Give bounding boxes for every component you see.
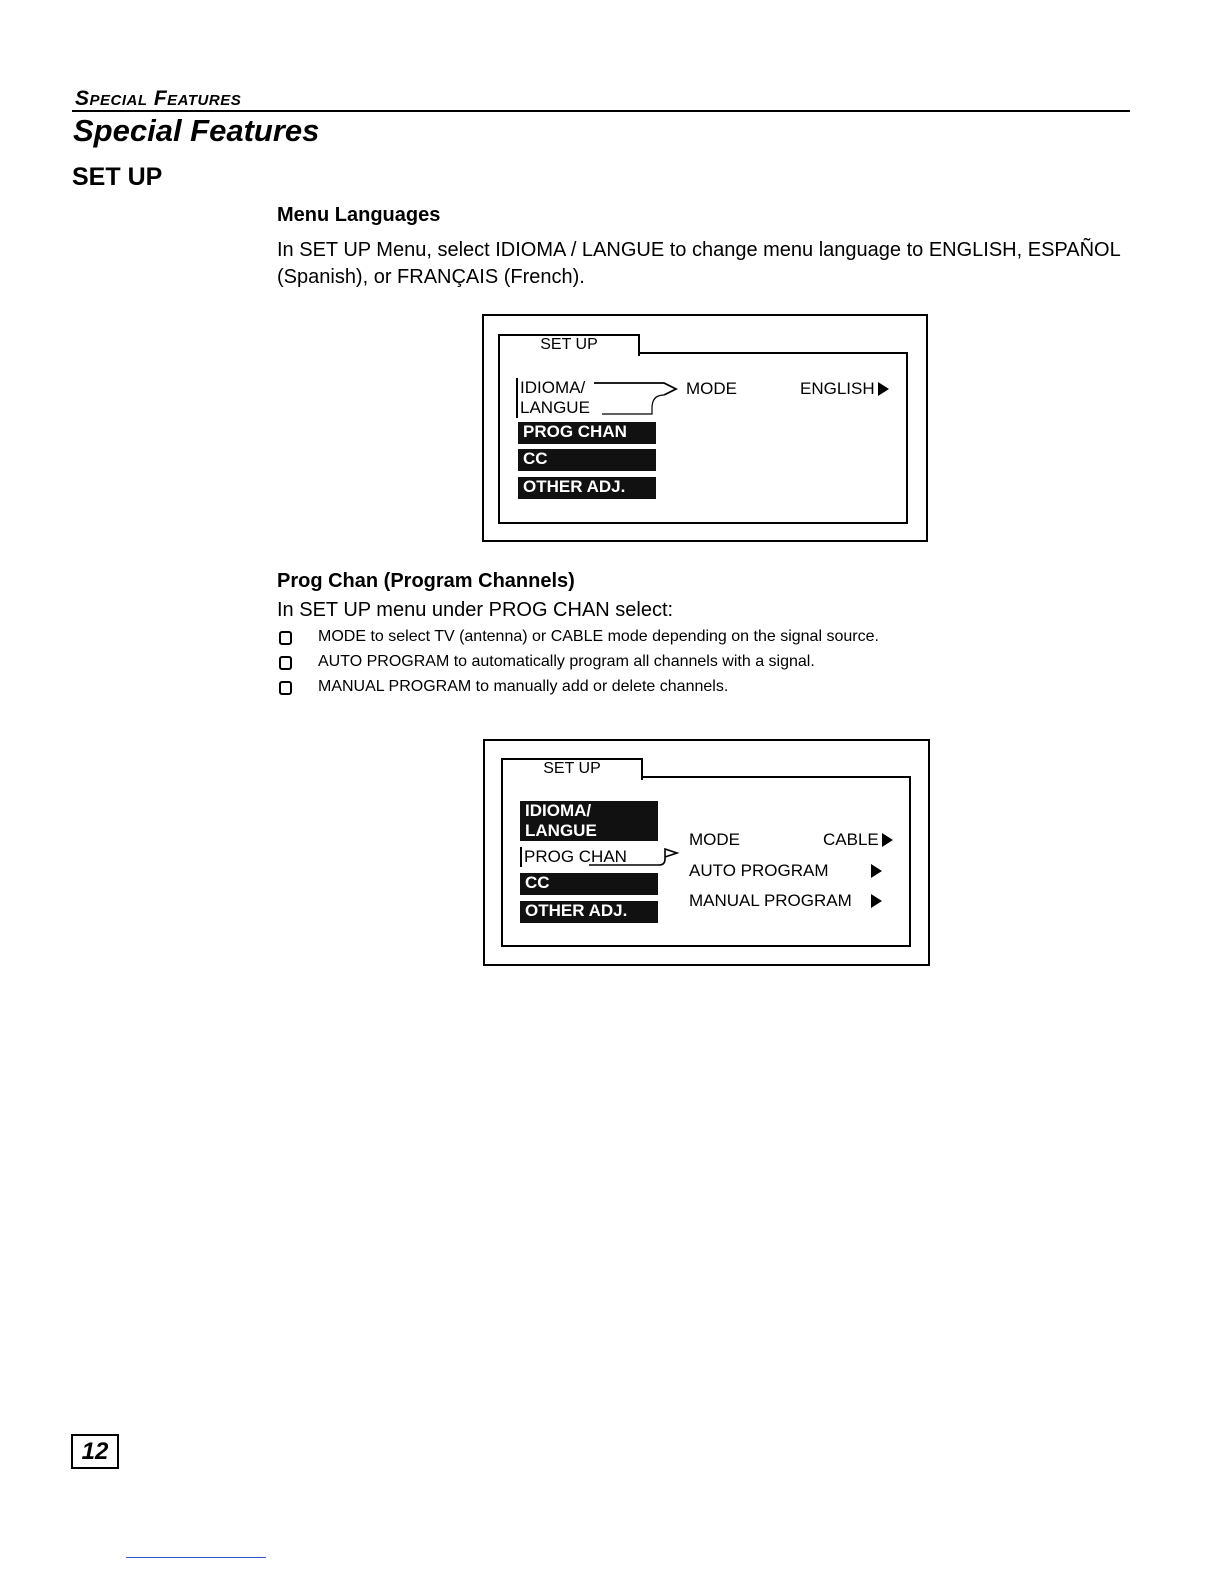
selection-pointer-icon bbox=[585, 841, 681, 871]
prog-chan-intro: In SET UP menu under PROG CHAN select: bbox=[277, 599, 674, 621]
bullet-text: MANUAL PROGRAM to manually add or delete channels. bbox=[318, 678, 729, 695]
menu-item-idioma-langue bbox=[520, 801, 658, 841]
bullet-item bbox=[277, 674, 1097, 699]
right-arrow-icon bbox=[878, 382, 889, 396]
right-arrow-icon bbox=[871, 864, 882, 878]
option-manual-program: MANUAL PROGRAM bbox=[689, 891, 852, 910]
menu-item-line: IDIOMA/ bbox=[525, 801, 592, 820]
bullet-item bbox=[277, 624, 1097, 649]
option-mode-value bbox=[823, 830, 893, 850]
setup-tab: SET UP bbox=[498, 334, 640, 356]
menu-item-line: LANGUE bbox=[525, 821, 597, 840]
setup-heading: SET UP bbox=[72, 163, 163, 191]
checkbox-bullet-icon bbox=[279, 656, 292, 670]
option-auto-program: AUTO PROGRAM bbox=[689, 861, 829, 880]
menu-item-prog-chan: PROG CHAN bbox=[518, 422, 656, 444]
setup-tab: SET UP bbox=[501, 758, 643, 780]
menu-item-line: LANGUE bbox=[520, 398, 590, 417]
option-value-text: ENGLISH bbox=[800, 379, 875, 398]
checkbox-bullet-icon bbox=[279, 631, 292, 645]
menu-item-cc: CC bbox=[520, 873, 658, 895]
bullet-item bbox=[277, 649, 1097, 674]
right-arrow-icon bbox=[871, 894, 882, 908]
option-value-text: CABLE bbox=[823, 830, 879, 849]
bottom-rule bbox=[126, 1557, 266, 1558]
checkbox-bullet-icon bbox=[279, 681, 292, 695]
page-title: Special Features bbox=[73, 113, 320, 148]
setup-menu-screen-language bbox=[482, 314, 928, 542]
bullet-text: AUTO PROGRAM to automatically program all channels with a signal. bbox=[318, 653, 815, 670]
bullet-text: MODE to select TV (antenna) or CABLE mode depending on the signal source. bbox=[318, 628, 879, 645]
menu-item-cc: CC bbox=[518, 449, 656, 471]
page-number: 12 bbox=[71, 1434, 119, 1469]
option-mode-label: MODE bbox=[686, 379, 737, 398]
menu-item-other-adj: OTHER ADJ. bbox=[520, 901, 658, 923]
prog-chan-bullet-list bbox=[277, 624, 1097, 699]
right-arrow-icon bbox=[882, 833, 893, 847]
menu-item-other-adj: OTHER ADJ. bbox=[518, 477, 656, 499]
menu-languages-heading: Menu Languages bbox=[277, 204, 441, 226]
section-label: Special Features bbox=[75, 87, 242, 110]
option-mode-label: MODE bbox=[689, 830, 740, 849]
selection-pointer-icon bbox=[592, 378, 678, 422]
option-mode-value bbox=[800, 379, 889, 399]
menu-item-prog-chan-selected: PROG CHAN bbox=[520, 847, 644, 867]
menu-languages-text: In SET UP Menu, select IDIOMA / LANGUE to change menu language to ENGLISH, ESPAÑOL (Spanish), or FRANÇAIS (French). bbox=[277, 239, 1120, 288]
menu-item-line: IDIOMA/ bbox=[520, 378, 586, 397]
prog-chan-heading: Prog Chan (Program Channels) bbox=[277, 570, 575, 592]
setup-menu-screen-prog-chan bbox=[483, 739, 930, 966]
